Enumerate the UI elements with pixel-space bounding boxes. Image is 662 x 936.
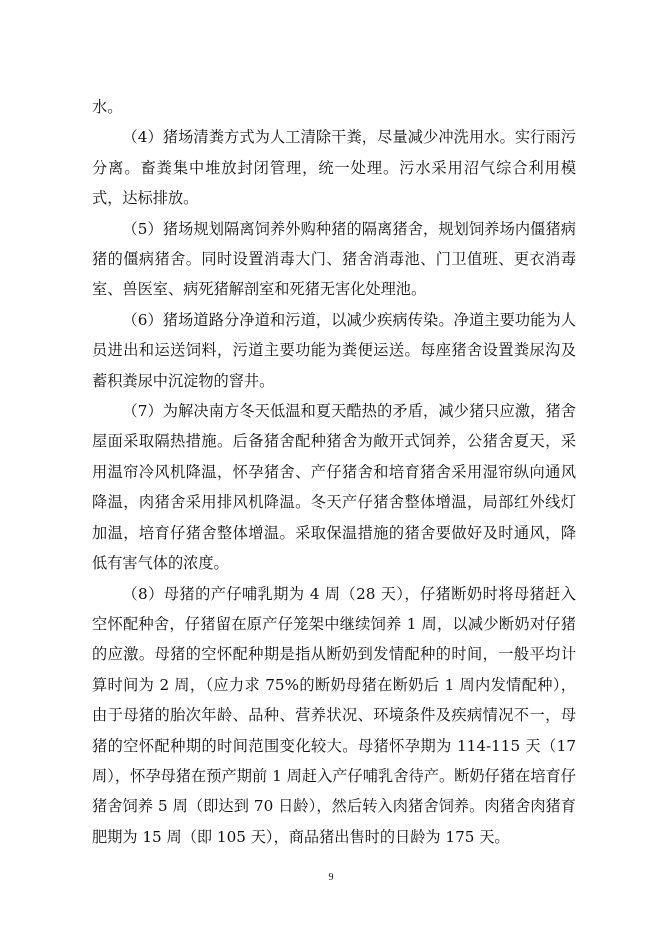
paragraph-7-temperature-control: （7）为解决南方冬天低温和夏天酷热的矛盾，减少猪只应激，猪舍屋面采取隔热措施。后备猪舍配种猪舍为敞开式饲养，公猪舍夏天，采用温帘冷风机降温，怀孕猪舍、产仔猪舍和培育猪舍采用湿帘纵向通风降温，肉猪舍采用排风机降温。冬天产仔猪舍整体增温，局部红外线灯加温，培育仔猪舍整体增温。采取保温措施的猪舍要做好及时通风，降低有害气体的浓度。	[92, 402, 576, 573]
paragraph-5-isolation-housing: （5）猪场规划隔离饲养外购种猪的隔离猪舍，规划饲养场内僵猪病猪的僵病猪舍。同时设置消毒大门、猪舍消毒池、门卫值班、更衣消毒室、兽医室、病死猪解剖室和死猪无害化处理池。	[92, 219, 576, 299]
body-text	[92, 92, 576, 852]
paragraph-4-manure-cleaning: （4）猪场清粪方式为人工清除干粪，尽量减少冲洗用水。实行雨污分离。畜粪集中堆放封闭管理，统一处理。污水采用沼气综合利用模式，达标排放。	[92, 128, 576, 208]
page-number: 9	[328, 872, 334, 883]
paragraph-continuation: 水。	[92, 98, 123, 116]
paragraph-6-roads: （6）猪场道路分净道和污道，以减少疾病传染。净道主要功能为人员进出和运送饲料，污道主要功能为粪便运送。每座猪舍设置粪尿沟及蓄积粪尿中沉淀物的窨井。	[92, 310, 576, 390]
paragraph-8-breeding-cycle: （8）母猪的产仔哺乳期为 4 周（28 天），仔猪断奶时将母猪赶入空怀配种舍，仔猪留在原产仔笼架中继续饲养 1 周，以减少断奶对仔猪的应激。母猪的空怀配种期是指从断奶到发情配种的时间，一般平均计算时间为 2 周，（应力求 75%的断奶母猪在断奶后 1 周内发情配种），由于母猪的胎次年龄、品种、营养状况、环境条件及疾病情况不一，母猪的空怀配种期的时间范围变化较大。母猪怀孕期为 114-115 天（17 周），怀孕母猪在预产期前 1 周赶入产仔哺乳舍待产。断奶仔猪在培育仔猪舍饲养 5 周（即达到 70 日龄），然后转入肉猪舍饲养。肉猪舍肉猪育肥期为 15 周（即 105 天），商品猪出售时的日龄为 175 天。	[92, 584, 576, 846]
